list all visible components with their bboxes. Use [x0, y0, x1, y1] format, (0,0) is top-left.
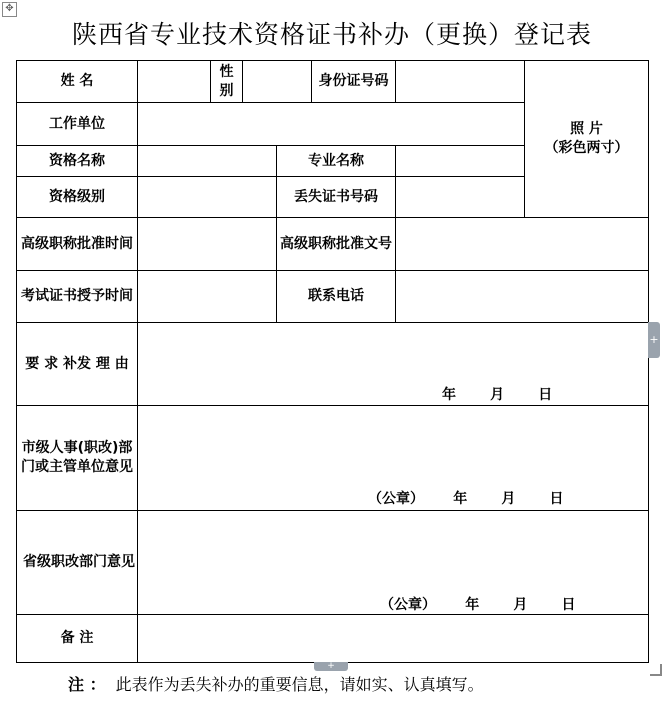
senior-title-approval-doc-field[interactable] [396, 218, 649, 271]
photo-label: 照 片 [570, 121, 603, 137]
photo-size-label: （彩色两寸） [544, 140, 629, 156]
gender-field[interactable] [243, 61, 312, 103]
senior-title-approval-doc-label: 高级职称批准文号 [277, 218, 396, 271]
qualification-name-field[interactable] [138, 146, 277, 177]
id-number-label: 身份证号码 [312, 61, 396, 103]
remarks-field[interactable] [138, 615, 649, 663]
name-field[interactable] [138, 61, 211, 103]
province-opinion-label: 省级职改部门意见 [17, 511, 138, 615]
note-text: 此表作为丢失补办的重要信息，请如实、认真填写。 [115, 675, 484, 694]
work-unit-label: 工作单位 [17, 103, 138, 146]
remarks-label: 备 注 [17, 615, 138, 663]
reissue-reason-label: 要 求 补发 理 由 [17, 323, 138, 406]
form-note [68, 672, 484, 695]
specialty-name-label: 专业名称 [277, 146, 396, 177]
senior-title-approval-time-label: 高级职称批准时间 [17, 218, 138, 271]
specialty-name-field[interactable] [396, 146, 525, 177]
id-number-field[interactable] [396, 61, 525, 103]
add-row-handle[interactable]: + [314, 662, 348, 671]
lost-cert-number-field[interactable] [396, 177, 525, 218]
gender-label: 性别 [211, 61, 243, 103]
contact-phone-field[interactable] [396, 271, 649, 323]
registration-form-table [16, 60, 649, 663]
form-title: 陕西省专业技术资格证书补办（更换）登记表 [71, 20, 592, 49]
exam-cert-grant-time-field[interactable] [138, 271, 277, 323]
city-stamp-date-line: （公章） 年 月 日 [368, 491, 564, 507]
work-unit-field[interactable] [138, 103, 525, 146]
qualification-level-field[interactable] [138, 177, 277, 218]
note-prefix: 注 ： [68, 675, 106, 694]
qualification-level-label: 资格级别 [17, 177, 138, 218]
senior-title-approval-time-field[interactable] [138, 218, 277, 271]
exam-cert-grant-time-label: 考试证书授予时间 [17, 271, 138, 323]
name-label: 姓 名 [17, 61, 138, 103]
reissue-reason-field[interactable] [138, 323, 649, 406]
table-move-handle-icon[interactable]: ✥ [2, 2, 17, 17]
add-column-handle[interactable]: + [648, 322, 660, 358]
table-resize-handle-icon[interactable] [650, 664, 662, 676]
qualification-name-label: 资格名称 [17, 146, 138, 177]
contact-phone-label: 联系电话 [277, 271, 396, 323]
city-opinion-label: 市级人事(职改)部门或主管单位意见 [17, 406, 138, 511]
lost-cert-number-label: 丢失证书号码 [277, 177, 396, 218]
photo-box[interactable] [525, 61, 649, 218]
reason-date-line: 年 月 日 [442, 387, 553, 403]
province-stamp-date-line: （公章） 年 月 日 [380, 597, 576, 613]
